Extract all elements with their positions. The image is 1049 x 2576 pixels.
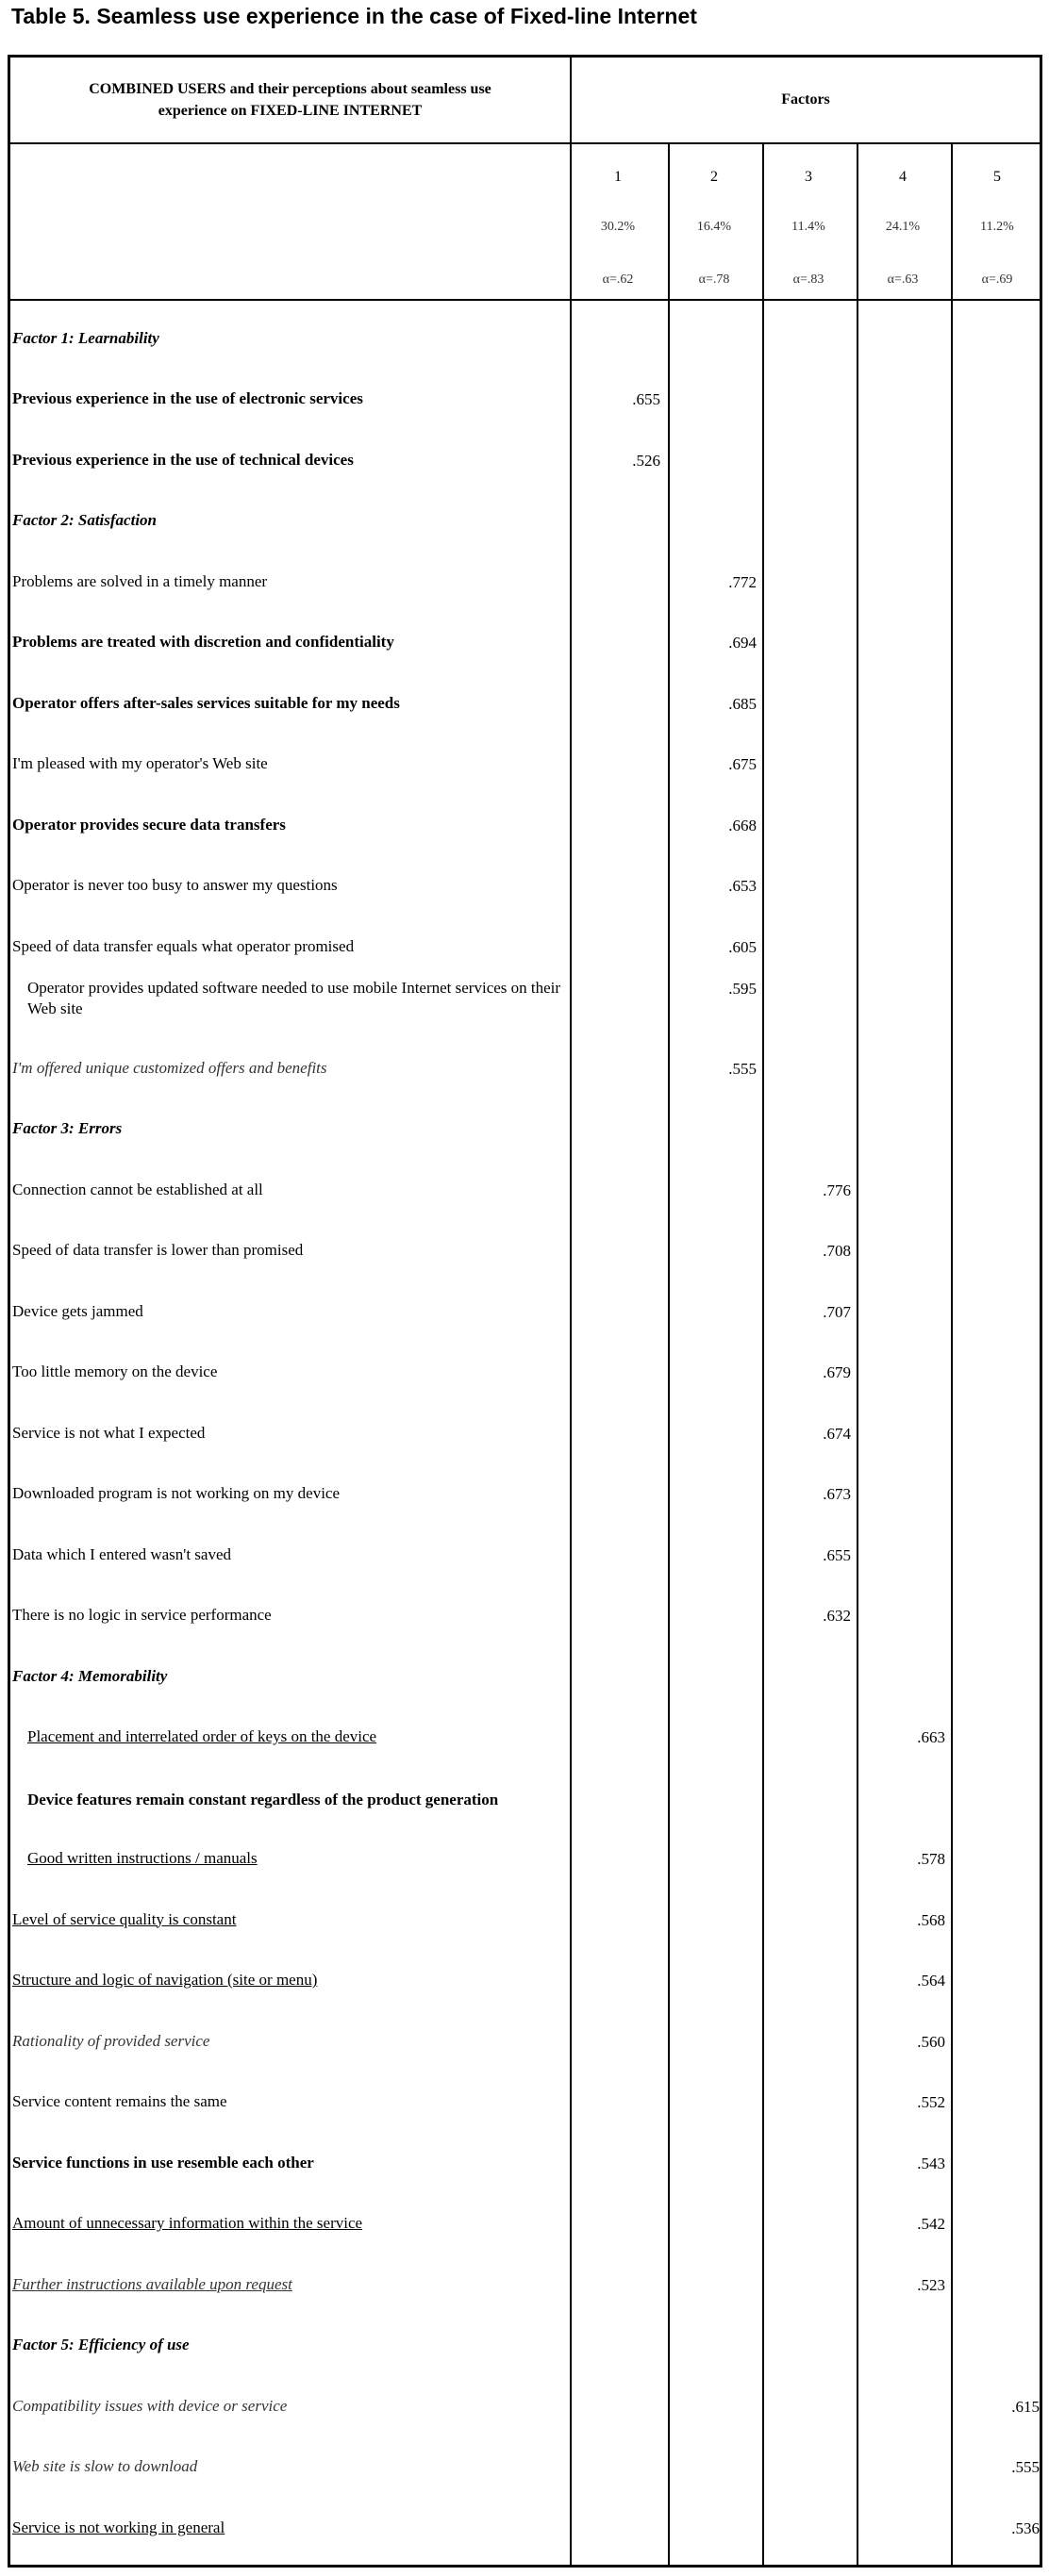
factor-1-num: 1 — [614, 169, 622, 185]
factor-loading: .595 — [728, 979, 757, 998]
row-label: Problems are treated with discretion and confidentiality — [12, 633, 394, 651]
factor-loading: .615 — [1011, 2397, 1040, 2416]
factor-loading: .655 — [632, 390, 660, 408]
factor-loading: .673 — [823, 1485, 851, 1503]
table-row — [10, 1212, 1040, 1273]
factor-heading-row — [10, 299, 1040, 360]
header-left-line1: COMBINED USERS and their perceptions about seamless use — [89, 81, 491, 97]
table-row — [10, 603, 1040, 665]
factor-3-alpha: α=.83 — [792, 272, 824, 287]
table-row — [10, 2123, 1040, 2185]
header-left-cell — [10, 58, 570, 142]
header-divider — [10, 142, 1040, 144]
factor-loading: .605 — [728, 937, 757, 956]
factor-loading: .694 — [728, 634, 757, 652]
table-row — [10, 1759, 1040, 1820]
row-label: Level of service quality is constant — [12, 1909, 237, 1928]
row-label: Speed of data transfer equals what operator promised — [12, 936, 355, 955]
factor-column-divider — [762, 142, 764, 2566]
subheader-divider — [10, 299, 1040, 301]
factor-heading-row — [10, 2306, 1040, 2368]
table-row — [10, 1880, 1040, 1941]
factor-loading: .674 — [823, 1424, 851, 1443]
factor-1-alpha: α=.62 — [602, 272, 634, 287]
factor-2-pct: 16.4% — [696, 220, 732, 234]
factor-3-pct: 11.4% — [791, 220, 825, 234]
table-row — [10, 2428, 1040, 2489]
row-label: I'm offered unique customized offers and benefits — [12, 1058, 327, 1077]
row-label: Connection cannot be established at all — [12, 1180, 263, 1198]
row-label: Further instructions available upon request — [12, 2274, 292, 2293]
table-row — [10, 2063, 1040, 2124]
table-row — [10, 785, 1040, 847]
row-label: Service content remains the same — [12, 2092, 227, 2110]
row-label: Problems are solved in a timely manner — [12, 571, 268, 590]
row-label: Operator provides secure data transfers — [12, 815, 286, 834]
row-label: Factor 3: Errors — [12, 1119, 123, 1137]
factor-loading: .564 — [917, 1972, 945, 1990]
factor-loading: .555 — [728, 1059, 757, 1078]
factor-loading: .552 — [917, 2093, 945, 2111]
row-label: Device gets jammed — [12, 1301, 143, 1320]
row-label: Factor 4: Memorability — [12, 1666, 168, 1685]
row-label: Operator offers after-sales services suitable for my needs — [12, 693, 400, 712]
factor-5-num: 5 — [993, 169, 1001, 185]
row-label: Device features remain constant regardless of the product generation — [27, 1790, 499, 1808]
row-label: Good written instructions / manuals — [27, 1849, 258, 1867]
factor-1-pct: 30.2% — [600, 220, 636, 234]
table-row — [10, 1820, 1040, 1881]
factor-column-divider — [951, 142, 953, 2566]
factor-loading: .523 — [917, 2275, 945, 2294]
header-left-line2: experience on FIXED-LINE INTERNET — [158, 103, 423, 119]
factor-loading: .542 — [917, 2215, 945, 2233]
factor-5-alpha: α=.69 — [981, 272, 1013, 287]
factor-heading-row — [10, 1637, 1040, 1698]
table-row — [10, 2002, 1040, 2063]
factor-4-num: 4 — [899, 169, 907, 185]
factor-loading: .632 — [823, 1607, 851, 1625]
factor-4-pct: 24.1% — [885, 220, 921, 234]
factor-loading: .655 — [823, 1545, 851, 1564]
table-row — [10, 1333, 1040, 1395]
row-label: I'm pleased with my operator's Web site — [12, 754, 268, 772]
factor-loading: .555 — [1011, 2458, 1040, 2476]
row-label: Amount of unnecessary information within the service — [12, 2214, 363, 2232]
factor-4-alpha: α=.63 — [887, 272, 919, 287]
table-row — [10, 2488, 1040, 2550]
factor-loading: .668 — [728, 816, 757, 834]
row-label: Service is not working in general — [12, 2518, 225, 2536]
factor-heading-row — [10, 1090, 1040, 1151]
label-column-divider — [570, 58, 572, 2566]
factor-loading: .543 — [917, 2154, 945, 2172]
factor-2-num: 2 — [710, 169, 718, 185]
table-row — [10, 1941, 1040, 2003]
table-row — [10, 847, 1040, 908]
row-label: Factor 1: Learnability — [12, 328, 159, 347]
header-factors-cell: Factors — [781, 91, 830, 107]
row-label: Operator provides updated software needed to use mobile Internet services on their Web site — [27, 979, 561, 1017]
row-label: Operator is never too busy to answer my questions — [12, 876, 338, 894]
row-label: Rationality of provided service — [12, 2031, 210, 2050]
row-label: Data which I entered wasn't saved — [12, 1544, 231, 1563]
table-row — [10, 664, 1040, 725]
row-label: Factor 5: Efficiency of use — [12, 2336, 190, 2353]
table-row — [10, 421, 1040, 482]
table-row — [10, 542, 1040, 603]
factor-loading: .679 — [823, 1363, 851, 1381]
factor-loading: .776 — [823, 1181, 851, 1199]
table-row — [10, 907, 1040, 968]
row-label: Previous experience in the use of electronic services — [12, 389, 363, 407]
row-label: Factor 2: Satisfaction — [12, 511, 158, 529]
table-row — [10, 1394, 1040, 1455]
table-row — [10, 1698, 1040, 1759]
table-row — [10, 1272, 1040, 1333]
factor-column-divider — [857, 142, 858, 2566]
factor-loading: .685 — [728, 694, 757, 713]
factor-3-num: 3 — [805, 169, 812, 185]
row-label: Compatibility issues with device or service — [12, 2396, 288, 2415]
factor-loading: .536 — [1011, 2518, 1040, 2537]
table-row — [10, 1029, 1040, 1090]
factor-loading: .560 — [917, 2032, 945, 2051]
table-row — [10, 2245, 1040, 2306]
row-label: There is no logic in service performance — [12, 1606, 272, 1624]
table-row — [10, 1577, 1040, 1638]
factor-column-divider — [668, 142, 670, 2566]
table-title: Table 5. Seamless use experience in the case of Fixed-line Internet — [11, 4, 697, 28]
row-label: Previous experience in the use of technical devices — [12, 450, 354, 469]
row-label: Downloaded program is not working on my device — [12, 1484, 341, 1502]
row-label: Web site is slow to download — [12, 2457, 198, 2475]
factor-loading: .708 — [823, 1242, 851, 1260]
factor-loading: .578 — [917, 1850, 945, 1868]
row-label: Placement and interrelated order of keys on the device — [27, 1727, 377, 1745]
factor-heading-row — [10, 482, 1040, 543]
row-label: Too little memory on the device — [12, 1362, 218, 1380]
factor-loading: .653 — [728, 877, 757, 895]
factor-5-pct: 11.2% — [980, 220, 1014, 234]
table-row — [10, 360, 1040, 421]
table-row — [10, 1515, 1040, 1577]
factor-loading: .568 — [917, 1910, 945, 1929]
factor-loading: .663 — [917, 1728, 945, 1746]
row-label: Structure and logic of navigation (site or menu) — [12, 1971, 318, 1989]
factor-loading: .772 — [728, 572, 757, 591]
table-row — [10, 2367, 1040, 2428]
row-label: Service is not what I expected — [12, 1423, 206, 1442]
factor-loading: .707 — [823, 1302, 851, 1321]
table-row — [10, 2185, 1040, 2246]
row-label: Speed of data transfer is lower than promised — [12, 1241, 304, 1259]
table-row — [10, 725, 1040, 786]
factor-loading: .526 — [632, 451, 660, 470]
factor-loading: .675 — [728, 755, 757, 773]
row-label: Service functions in use resemble each other — [12, 2153, 314, 2171]
table-row — [10, 968, 1040, 1030]
table-row — [10, 1150, 1040, 1212]
factor-2-alpha: α=.78 — [698, 272, 730, 287]
table-row — [10, 1455, 1040, 1516]
factor-table — [8, 55, 1042, 2568]
